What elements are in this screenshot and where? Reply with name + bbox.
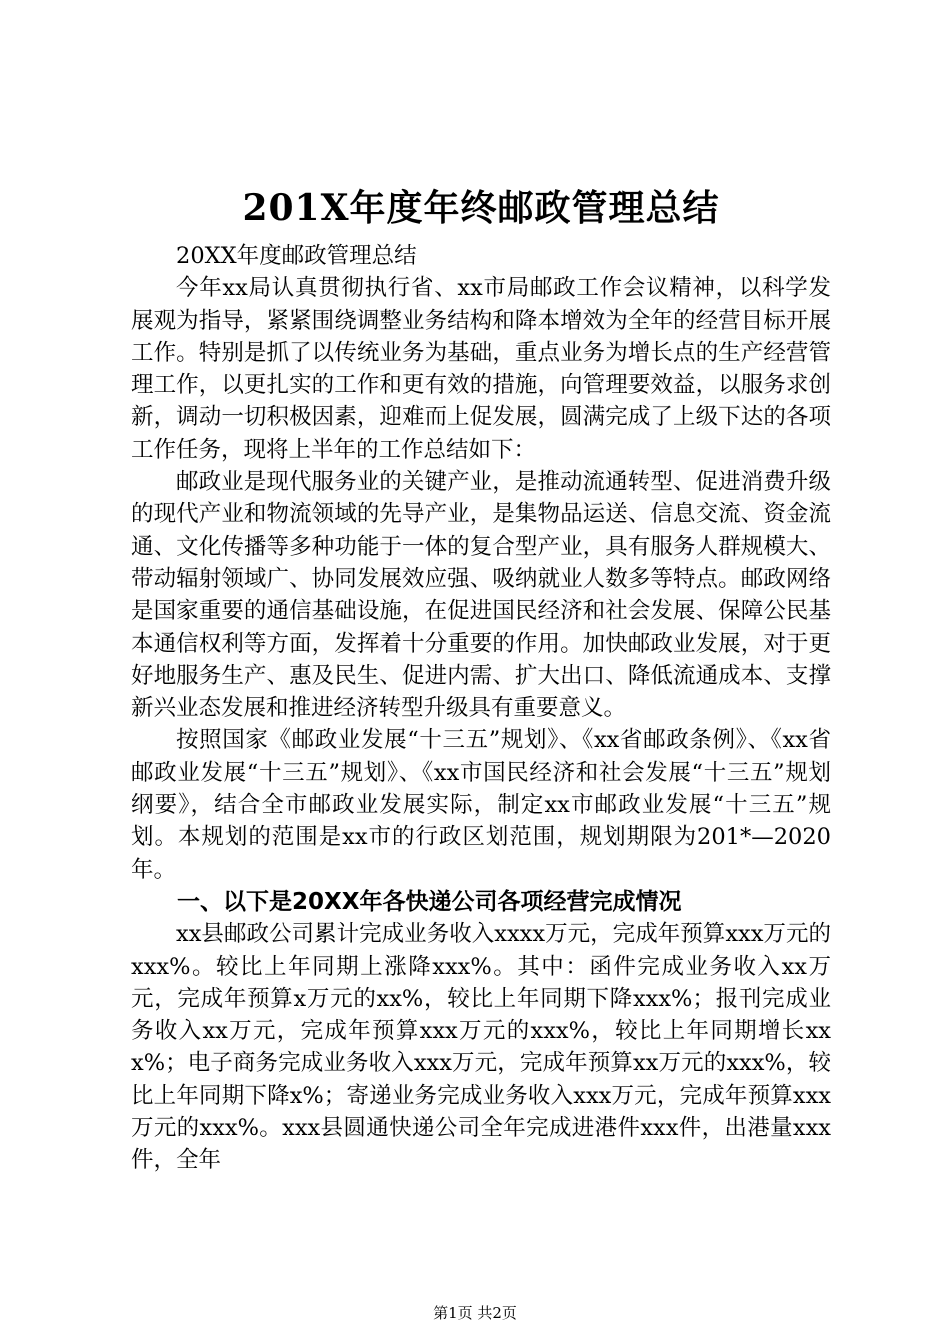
industry-paragraph: 邮政业是现代服务业的关键产业，是推动流通转型、促进消费升级的现代产业和物流领域的先导产业，是集物品运送、信息交流、资金流通、文化传播等多种功能于一体的复合型产业，具有服务人群规模大、带动辐射领域广、协同发展效应强、吸纳就业人数多等特点。邮政网络是国家重要的通信基础设施，在促进国民经济和社会发展、保障公民基本通信权利等方面，发挥着十分重要的作用。加快邮政业发展，对于更好地服务生产、惠及民生、促进内需、扩大出口、降低流通成本、支撑新兴业态发展和推进经济转型升级具有重要意义。 xyxy=(131,469,831,722)
section-heading: 一、以下是20XX年各快递公司各项经营完成情况 xyxy=(177,888,682,915)
document-title: 201X年度年终邮政管理总结 xyxy=(242,187,720,229)
section-paragraph: xx县邮政公司累计完成业务收入xxxx万元，完成年预算xxx万元的xxx%。较比上年同期上涨降xxx%。其中：函件完成业务收入xx万元，完成年预算x万元的xx%，较比上年同期下降xxx%；报刊完成业务收入xx万元，完成年预算xxx万元的xxx%，较比上年同期增长xxx%；电子商务完成业务收入xxx万元，完成年预算xx万元的xxx%，较比上年同期下降x%；寄递业务完成业务收入xxx万元，完成年预算xxx万元的xxx%。xxx县圆通快递公司全年完成进港件xxx件，出港量xxx件，全年 xyxy=(131,921,831,1174)
plan-paragraph: 按照国家《邮政业发展“十三五”规划》、《xx省邮政条例》、《xx省邮政业发展“十三五”规划》、《xx市国民经济和社会发展“十三五”规划纲要》，结合全市邮政业发展实际，制定xx市邮政业发展“十三五”规划。本规划的范围是xx市的行政区划范围，规划期限为201*—2020年。 xyxy=(131,727,831,883)
document-page xyxy=(131,180,831,1177)
page-footer: 第1页 共2页 xyxy=(433,1304,517,1322)
subtitle-paragraph: 20XX年度邮政管理总结 xyxy=(176,243,417,269)
intro-paragraph: 今年xx局认真贯彻执行省、xx市局邮政工作会议精神，以科学发展观为指导，紧紧围绕调整业务结构和降本增效为全年的经营目标开展工作。特别是抓了以传统业务为基础，重点业务为增长点的生产经营管理工作，以更扎实的工作和更有效的措施，向管理要效益，以服务求创新，调动一切积极因素，迎难而上促发展，圆满完成了上级下达的各项工作任务，现将上半年的工作总结如下： xyxy=(131,275,831,463)
